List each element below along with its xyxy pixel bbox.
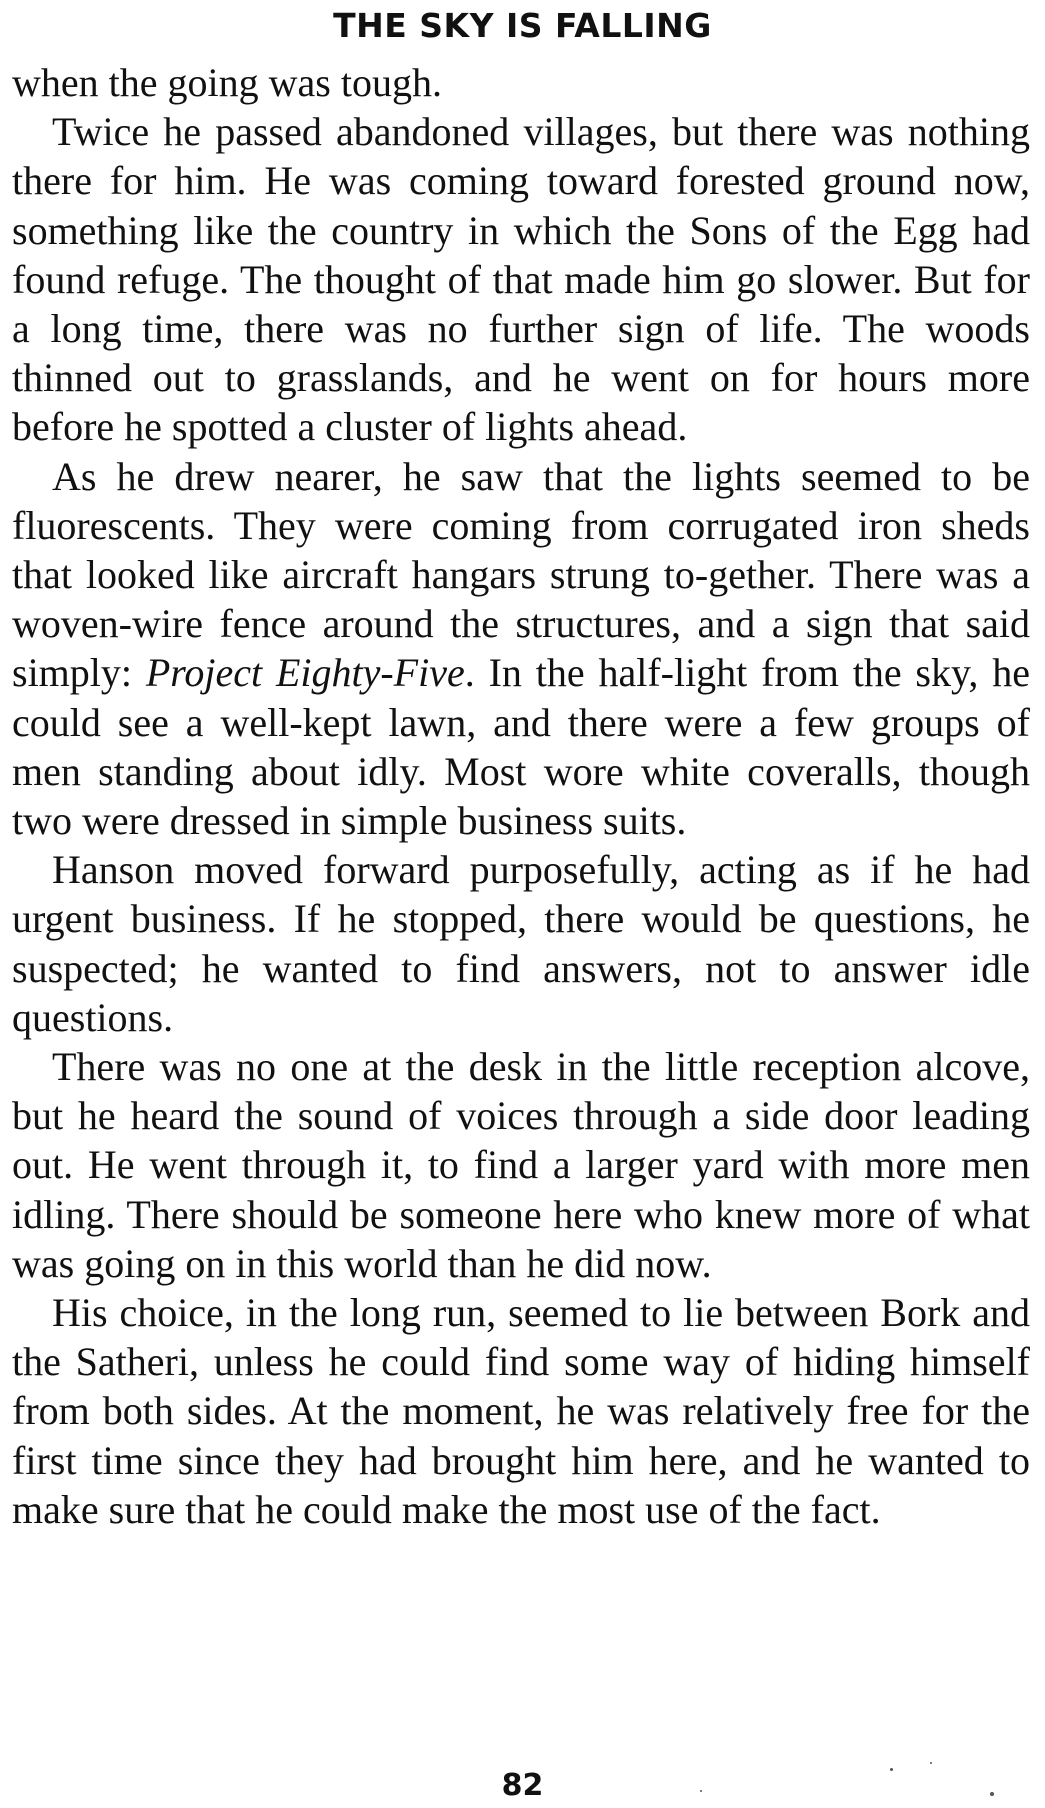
scan-speck [890, 1768, 893, 1771]
scan-speck [930, 1762, 932, 1764]
text-run: There was no one at the desk in the little reception alcove, but he heard the sound of voices through a side door leading out. He went through it, to find a larger yard with more men idling. There should be someone here who knew more of what was going on in this world than he did now. [12, 1044, 1030, 1286]
scan-speck [990, 1792, 994, 1796]
paragraph [12, 58, 1030, 107]
text-run: As he drew nearer, he saw that the lights seemed to be fluorescents. They were coming from corrugated iron sheds that looked like aircraft hangars strung to-gether. There was a woven-wire fence around the structures, and a sign that said simply: [12, 453, 1030, 696]
text-run: Twice he passed abandoned villages, but there was nothing there for him. He was coming toward forested ground now, something like the country in which the Sons of the Egg had found refuge. The thought of that made him go slower. But for a long time, there was no further sign of life. The woods thinned out to grasslands, and he went on for hours more before he spotted a cluster of lights ahead. [12, 109, 1030, 450]
text-run: His choice, in the long run, seemed to lie between Bork and the Satheri, unless he could find some way of hiding himself from both sides. At the moment, he was relatively free for the first time since they had brought him here, and he wanted to make sure that he could make the most use of the fact. [12, 1290, 1030, 1532]
scan-speck [700, 1790, 702, 1792]
italic-text-run: Project Eighty-Five [145, 650, 465, 696]
running-head: THE SKY IS FALLING [333, 6, 712, 45]
paragraph [12, 845, 1030, 1042]
paragraph [12, 1042, 1030, 1288]
body-text [12, 58, 1030, 1534]
page-number: 82 [501, 1768, 544, 1803]
paragraph [12, 452, 1030, 846]
paragraph [12, 1288, 1030, 1534]
text-run: Hanson moved forward purposefully, acting as if he had urgent business. If he stopped, there would be questions, he suspected; he wanted to find answers, not to answer idle questions. [12, 847, 1030, 1040]
text-run: when the going was tough. [12, 60, 442, 105]
text-run: . In the half-light from the sky, he could see a well-kept lawn, and there were a few groups of men standing about idly. Most wore white coveralls, though two were dressed in simple business suits. [12, 650, 1030, 844]
paragraph [12, 107, 1030, 451]
